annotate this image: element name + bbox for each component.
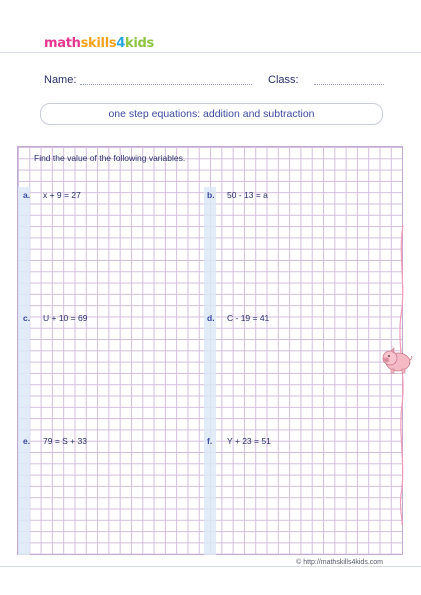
middle-margin-strip: [204, 187, 216, 555]
class-field[interactable]: [314, 74, 384, 85]
instructions: Find the value of the following variables.: [34, 153, 186, 163]
problem-equation: x + 9 = 27: [43, 190, 81, 200]
problem-letter: a.: [23, 190, 31, 200]
problem-equation: 50 - 13 = a: [227, 190, 268, 200]
problem-letter: b.: [207, 190, 215, 200]
header-divider: [0, 52, 421, 53]
class-label: Class:: [268, 74, 299, 86]
problem-letter: d.: [207, 313, 215, 323]
logo-part-4: 4: [116, 36, 126, 51]
site-logo: [44, 36, 154, 51]
name-class-row: [44, 74, 385, 90]
logo-part-skills: skills: [80, 36, 117, 51]
footer-url[interactable]: © http://mathskills4kids.com: [292, 559, 387, 566]
worksheet-title-text: one step equations: addition and subtraction: [108, 108, 315, 120]
name-label: Name:: [44, 74, 77, 86]
problem-letter: f.: [207, 436, 213, 446]
footer-divider: [0, 566, 421, 567]
ribbon-decoration: [397, 225, 407, 525]
problem-equation: C - 19 = 41: [227, 313, 270, 323]
left-margin-strip: [18, 187, 30, 555]
problem-equation: 79 = S + 33: [43, 436, 87, 446]
logo-part-math: math: [44, 36, 81, 51]
logo-part-kids: kids: [125, 36, 154, 51]
problem-equation: U + 10 = 69: [43, 313, 88, 323]
problem-equation: Y + 23 = 51: [227, 436, 271, 446]
problem-letter: e.: [23, 436, 31, 446]
name-field[interactable]: [80, 74, 252, 85]
problem-letter: c.: [23, 313, 31, 323]
worksheet-title: [40, 103, 383, 125]
pig-icon: [381, 345, 413, 375]
